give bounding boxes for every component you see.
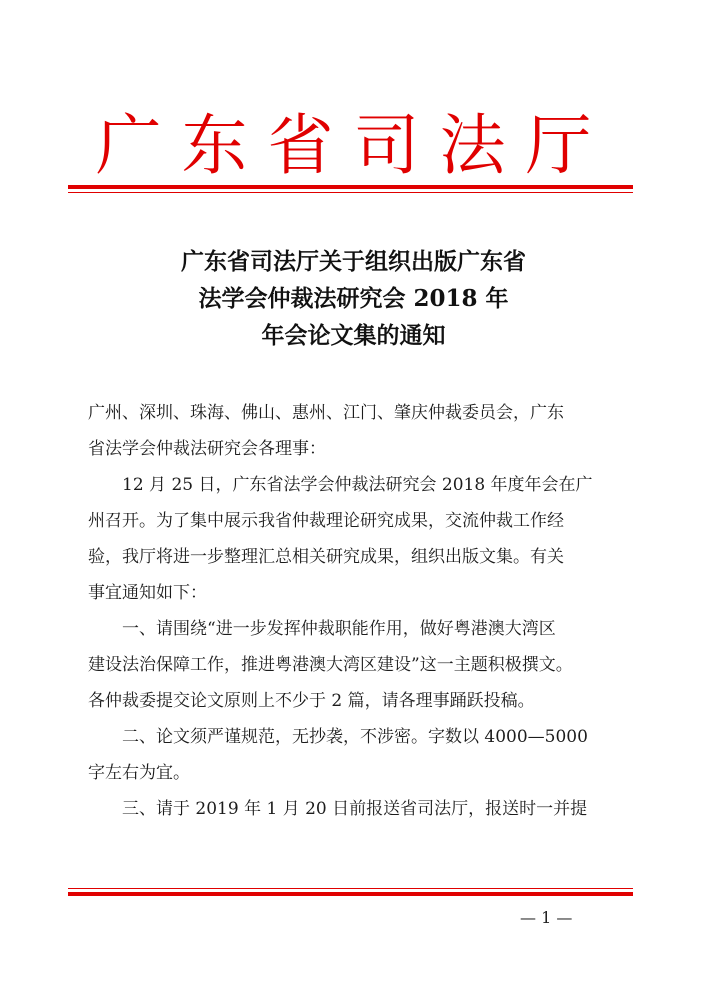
paragraph-line: 12 月 25 日，广东省法学会仲裁法研究会 2018 年度年会在广: [88, 475, 593, 495]
paragraph-line: 二、论文须严谨规范，无抄袭，不涉密。字数以 4000—5000: [88, 727, 588, 747]
footer-rule-thin: [68, 888, 633, 889]
document-title-line-2: 法学会仲裁法研究会 2018 年: [198, 285, 509, 312]
document-title-line-1: 广东省司法厅关于组织出版广东省: [181, 248, 526, 275]
salutation-paragraph: [88, 395, 618, 467]
paragraph-line: 事宜通知如下：: [88, 583, 207, 603]
page-number: — 1 —: [520, 908, 573, 927]
body-paragraph-item-3: [88, 791, 618, 827]
document-title-line-3: 年会论文集的通知: [261, 322, 446, 349]
salutation-line: 广州、深圳、珠海、佛山、惠州、江门、肇庆仲裁委员会，广东: [88, 403, 564, 423]
paragraph-line: 一、请围绕“进一步发挥仲裁职能作用，做好粤港澳大湾区: [88, 619, 556, 639]
document-masthead: 广东省司法厅: [95, 107, 612, 184]
body-paragraph-item-1: [88, 611, 618, 719]
paragraph-line: 三、请于 2019 年 1 月 20 日前报送省司法厅，报送时一并提: [88, 799, 588, 819]
masthead-rule-thick: [68, 185, 633, 189]
body-paragraph-item-2: [88, 719, 618, 791]
footer-rule-thick: [68, 892, 633, 896]
paragraph-line: 建设法治保障工作，推进粤港澳大湾区建设”这一主题积极撰文。: [88, 655, 573, 675]
paragraph-line: 州召开。为了集中展示我省仲裁理论研究成果，交流仲裁工作经: [88, 511, 564, 531]
paragraph-line: 验，我厅将进一步整理汇总相关研究成果，组织出版文集。有关: [88, 547, 564, 567]
body-paragraph-intro: [88, 467, 618, 611]
paragraph-line: 各仲裁委提交论文原则上不少于 2 篇，请各理事踊跃投稿。: [88, 691, 535, 711]
paragraph-line: 字左右为宜。: [88, 763, 190, 783]
masthead-rule-thin: [68, 192, 633, 193]
salutation-line: 省法学会仲裁法研究会各理事：: [88, 439, 326, 459]
